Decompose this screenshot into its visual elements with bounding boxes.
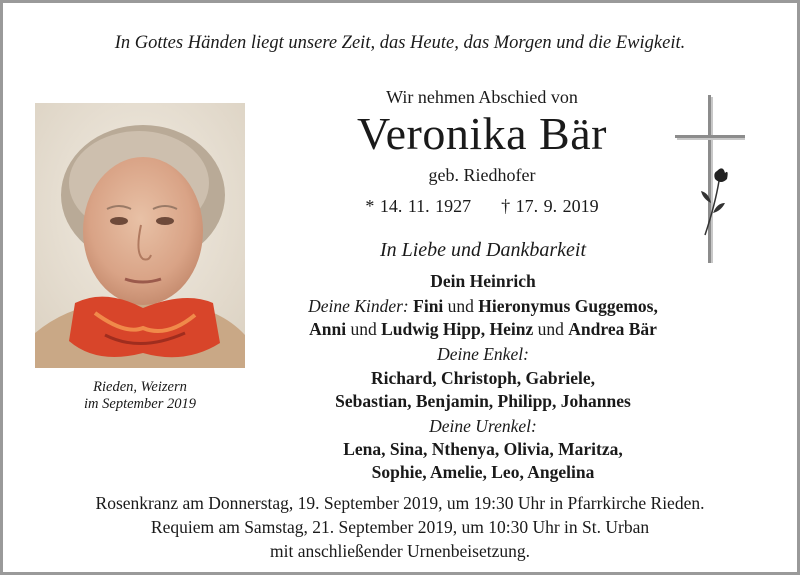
rosary-service: Rosenkranz am Donnerstag, 19. September 2019, um 19:30 Uhr in Pfarrkirche Rieden. [95, 493, 705, 513]
child-name: Heinz [489, 319, 534, 339]
motto: In Gottes Händen liegt unsere Zeit, das Heute, das Morgen und die Ewigkeit. [114, 33, 686, 53]
mourners-heading: In Liebe und Dankbarkeit [379, 239, 587, 261]
burial-note: mit anschließender Urnenbeisetzung. [270, 541, 530, 561]
conjunction: und [447, 296, 474, 316]
life-dates [325, 196, 639, 217]
grandchildren-line-1: Richard, Christoph, Gabriele, [370, 368, 596, 388]
children-line-1 [203, 296, 763, 317]
conjunction: und [537, 319, 564, 339]
children-label: Deine Kinder: [308, 296, 409, 316]
conjunction: und [350, 319, 377, 339]
intro-text: Wir nehmen Abschied von [386, 87, 578, 107]
requiem-service: Requiem am Samstag, 21. September 2019, um 10:30 Uhr in St. Urban [150, 517, 650, 537]
caption-line-1: Rieden, Weizern [93, 379, 187, 395]
deceased-name: Veronika Bär [357, 108, 607, 159]
grandchildren-label: Deine Enkel: [437, 344, 529, 364]
caption-line-2: im September 2019 [84, 396, 196, 412]
child-name: Fini [413, 296, 444, 316]
birth-name: geb. Riedhofer [428, 165, 536, 185]
great-grandchildren-line-1: Lena, Sina, Nthenya, Olivia, Maritza, [343, 439, 623, 459]
children-line-2 [203, 319, 763, 340]
child-name: Hieronymus Guggemos, [478, 296, 658, 316]
child-name: Anni [309, 319, 347, 339]
great-grandchildren-label: Deine Urenkel: [429, 416, 537, 436]
death-date: † 17. 9. 2019 [501, 196, 599, 216]
spouse: Dein Heinrich [430, 271, 536, 291]
birth-date: * 14. 11. 1927 [365, 196, 472, 216]
grandchildren-line-2: Sebastian, Benjamin, Philipp, Johannes [335, 391, 631, 411]
child-name: Andrea Bär [568, 319, 657, 339]
great-grandchildren-line-2: Sophie, Amelie, Leo, Angelina [371, 462, 595, 482]
child-name: Ludwig Hipp, [381, 319, 486, 339]
